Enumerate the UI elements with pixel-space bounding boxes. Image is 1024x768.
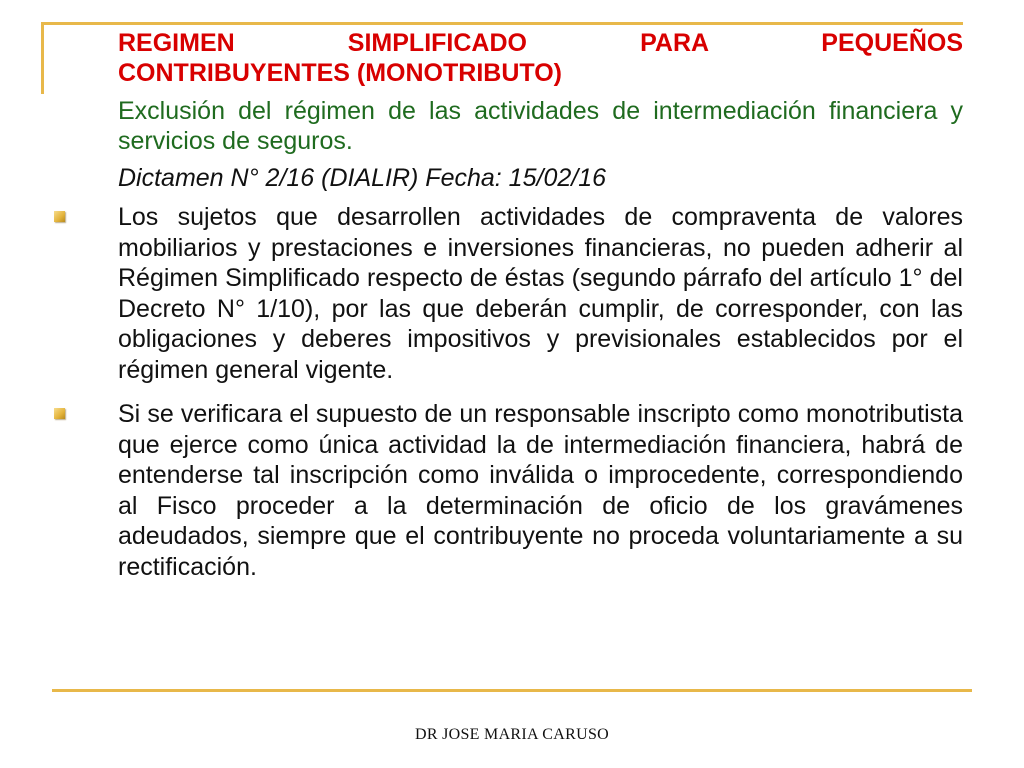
top-border-rule: [41, 22, 963, 25]
bullet-item: [118, 202, 963, 385]
gold-square-bullet-icon: [54, 211, 65, 222]
slide-subtitle: Exclusión del régimen de las actividades de intermediación financiera y servicios de seguros.: [118, 97, 963, 155]
dictamen-reference: Dictamen N° 2/16 (DIALIR) Fecha: 15/02/16: [118, 164, 607, 192]
footer-divider: [52, 689, 972, 692]
footer-author: DR JOSE MARIA CARUSO: [414, 726, 610, 743]
bullet-text: Los sujetos que desarrollen actividades de compraventa de valores mobiliarios y prestaciones e inversiones financieras, no pueden adherir al Régimen Simplificado respecto de éstas (segundo párrafo del artículo 1° del Decreto N° 1/10), por las que deberán cumplir, de corresponder, con las obligaciones y deberes impositivos y previsionales establecidos por el régimen general vigente.: [118, 203, 963, 384]
gold-square-bullet-icon: [54, 408, 65, 419]
slide-title: [118, 28, 963, 88]
slide-title-line-1: REGIMEN SIMPLIFICADO PARA PEQUEÑOS: [118, 29, 963, 57]
bullet-list: [0, 202, 1024, 596]
slide-title-line-2: CONTRIBUYENTES (MONOTRIBUTO): [118, 59, 562, 87]
left-border-rule: [41, 22, 44, 94]
bullet-item: [118, 399, 963, 582]
bullet-text: Si se verificara el supuesto de un responsable inscripto como monotributista que ejerce como única actividad la de intermediación financiera, habrá de entenderse tal inscripción como inválida o improcedente, correspondiendo al Fisco proceder a la determinación de oficio de los gravámenes adeudados, siempre que el contribuyente no proceda voluntariamente a su rectificación.: [118, 400, 963, 581]
